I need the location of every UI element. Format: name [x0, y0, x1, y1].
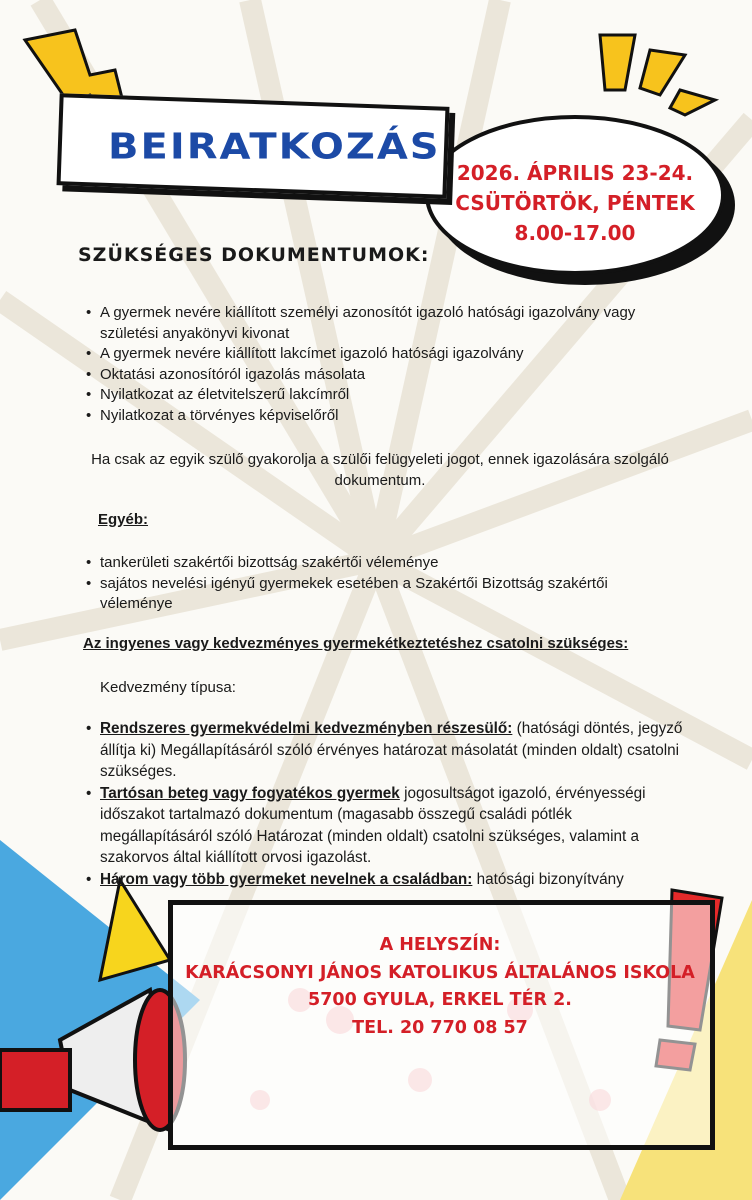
discount-title: Három vagy több gyermeket nevelnek a családban:	[100, 870, 473, 888]
discount-title: Tartósan beteg vagy fogyatékos gyermek	[100, 784, 400, 802]
location-info	[180, 932, 700, 1042]
phone: TEL. 20 770 08 57	[352, 1017, 528, 1038]
discount-text: (hatósági döntés, jegyző állítja ki) Megállapításáról szóló érvényes határozat másolatát (minden oldalt) csatolni szükséges.	[100, 720, 683, 780]
discount-type-label: Kedvezmény típusa:	[100, 679, 236, 696]
documents-heading: SZÜKSÉGES DOKUMENTUMOK:	[78, 244, 430, 266]
event-info	[430, 158, 720, 248]
list-item: • A gyermek nevére kiállított lakcímet igazoló hatósági igazolvány	[84, 344, 684, 365]
list-item: • Nyilatkozat az életvitelszerű lakcímről	[84, 385, 684, 406]
custody-note: Ha csak az egyik szülő gyakorolja a szülői felügyeleti jogot, ennek igazolására szolgáló dokumentum.	[91, 451, 669, 489]
event-hours: 8.00-17.00	[514, 221, 636, 245]
other-heading: Egyéb:	[98, 511, 149, 528]
list-item: • A gyermek nevére kiállított személyi azonosítót igazoló hatósági igazolvány vagy születési anyakönyvi kivonat	[84, 303, 684, 344]
address: 5700 GYULA, ERKEL TÉR 2.	[308, 990, 572, 1010]
school-name: KARÁCSONYI JÁNOS KATOLIKUS ÁLTALÁNOS ISKOLA	[185, 962, 695, 983]
discounts-list	[84, 718, 684, 890]
list-item	[84, 783, 684, 869]
list-item	[84, 869, 684, 891]
location-label: A HELYSZÍN:	[379, 935, 501, 955]
event-date: 2026. ÁPRILIS 23-24.	[456, 161, 694, 185]
page-title: BEIRATKOZÁS	[108, 126, 441, 168]
documents-list	[84, 303, 684, 426]
list-item: • Oktatási azonosítóról igazolás másolata	[84, 365, 684, 386]
list-item: • tankerületi szakértői bizottság szakértői véleménye	[84, 553, 684, 574]
event-days: CSÜTÖRTÖK, PÉNTEK	[455, 191, 695, 215]
meals-heading: Az ingyenes vagy kedvezményes gyermekétkeztetéshez csatolni szükséges:	[83, 635, 629, 652]
other-list	[84, 553, 684, 615]
list-item: • Nyilatkozat a törvényes képviselőről	[84, 406, 684, 427]
discount-text: hatósági bizonyítvány	[472, 870, 624, 888]
list-item: • sajátos nevelési igényű gyermekek esetében a Szakértői Bizottság szakértői véleménye	[84, 574, 684, 615]
discount-text: jogosultságot igazoló, érvényességi időszakot tartalmazó dokumentum (magasabb összegű családi pótlék megállapításáról szóló Határozat (minden oldalt) csatolni szükséges, valamint a szakorvos által kiállított orvosi igazolást.	[100, 784, 646, 866]
discount-title: Rendszeres gyermekvédelmi kedvezményben részesülő:	[100, 720, 513, 737]
exclamation-marks-icon	[600, 35, 715, 115]
list-item	[84, 718, 684, 783]
